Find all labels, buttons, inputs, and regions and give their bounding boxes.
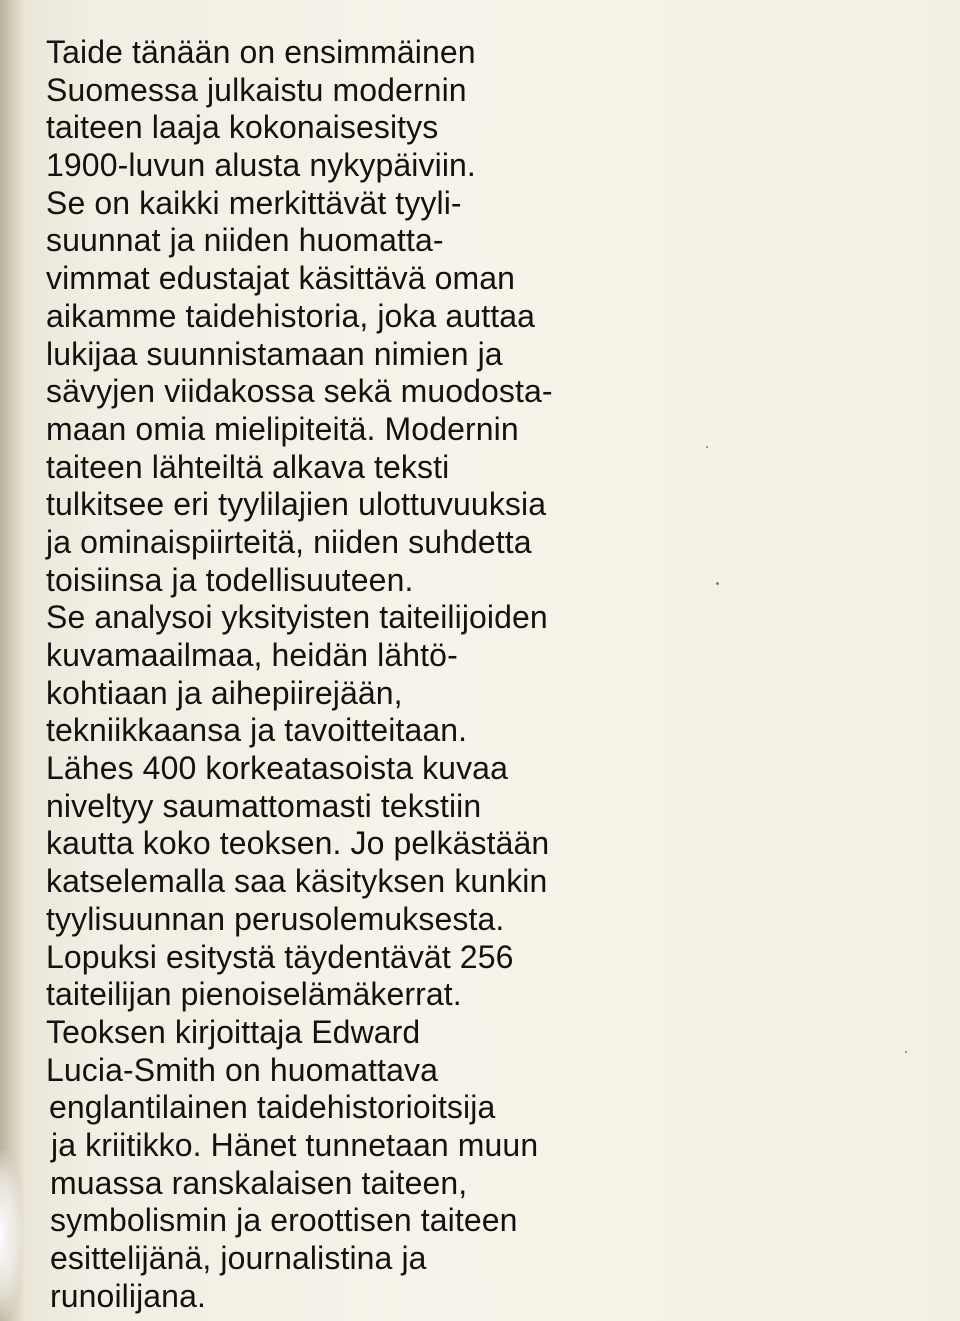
blurb-line: vimmat edustajat käsittävä oman bbox=[46, 260, 516, 297]
print-speck bbox=[905, 1051, 907, 1053]
blurb-line: taiteilijan pienoiselämäkerrat. bbox=[46, 976, 462, 1013]
blurb-line: suunnat ja niiden huomatta- bbox=[46, 222, 444, 259]
blurb-line: katselemalla saa käsityksen kunkin bbox=[46, 863, 548, 900]
blurb-line: sävyjen viidakossa sekä muodosta- bbox=[46, 373, 553, 410]
blurb-line: toisiinsa ja todellisuuteen. bbox=[46, 561, 414, 598]
blurb-line: tyylisuunnan perusolemuksesta. bbox=[46, 900, 505, 937]
blurb-line: tekniikkaansa ja tavoitteitaan. bbox=[46, 712, 468, 749]
blurb-line: taiteen lähteiltä alkava teksti bbox=[46, 448, 450, 485]
blurb-line: kautta koko teoksen. Jo pelkästään bbox=[46, 825, 550, 862]
back-cover-blurb bbox=[46, 34, 666, 1315]
blurb-line: Se on kaikki merkittävät tyyli- bbox=[46, 184, 462, 221]
blurb-line: runoilijana. bbox=[50, 1277, 206, 1314]
blurb-line: kuvamaailmaa, heidän lähtö- bbox=[46, 637, 458, 673]
blurb-line: Se analysoi yksityisten taiteilijoiden bbox=[46, 599, 548, 636]
blurb-line: esittelijänä, journalistina ja bbox=[50, 1240, 427, 1276]
blurb-line: ja ominaispiirteitä, niiden suhdetta bbox=[46, 523, 532, 560]
print-speck bbox=[706, 446, 708, 448]
blurb-line: Lähes 400 korkeatasoista kuvaa bbox=[46, 750, 508, 787]
blurb-line: kohtiaan ja aihepiirejään, bbox=[46, 674, 403, 711]
blurb-line: taiteen laaja kokonaisesitys bbox=[46, 109, 439, 146]
blurb-line: Taide tänään on ensimmäinen bbox=[46, 34, 476, 70]
blurb-line: niveltyy saumattomasti tekstiin bbox=[46, 787, 482, 824]
blurb-line: muassa ranskalaisen taiteen, bbox=[50, 1164, 468, 1201]
blurb-line: symbolismin ja eroottisen taiteen bbox=[50, 1202, 518, 1239]
blurb-line: englantilainen taidehistorioitsija bbox=[49, 1089, 496, 1126]
spine-shadow bbox=[0, 0, 26, 1321]
blurb-line: Teoksen kirjoittaja Edward bbox=[46, 1013, 421, 1050]
blurb-line: lukijaa suunnistamaan nimien ja bbox=[46, 335, 503, 372]
blurb-line: 1900-luvun alusta nykypäiviin. bbox=[46, 147, 476, 184]
blurb-line: maan omia mielipiteitä. Modernin bbox=[46, 410, 519, 447]
blurb-line: Suomessa julkaistu modernin bbox=[46, 71, 467, 108]
blurb-line: ja kriitikko. Hänet tunnetaan muun bbox=[51, 1126, 539, 1163]
print-speck bbox=[716, 582, 719, 585]
blurb-line: aikamme taidehistoria, joka auttaa bbox=[46, 297, 535, 334]
cover-wear-mark bbox=[0, 1150, 22, 1321]
blurb-line: tulkitsee eri tyylilajien ulottuvuuksia bbox=[46, 486, 547, 523]
blurb-line: Lopuksi esitystä täydentävät 256 bbox=[46, 938, 514, 975]
blurb-line: Lucia-Smith on huomattava bbox=[46, 1051, 439, 1088]
